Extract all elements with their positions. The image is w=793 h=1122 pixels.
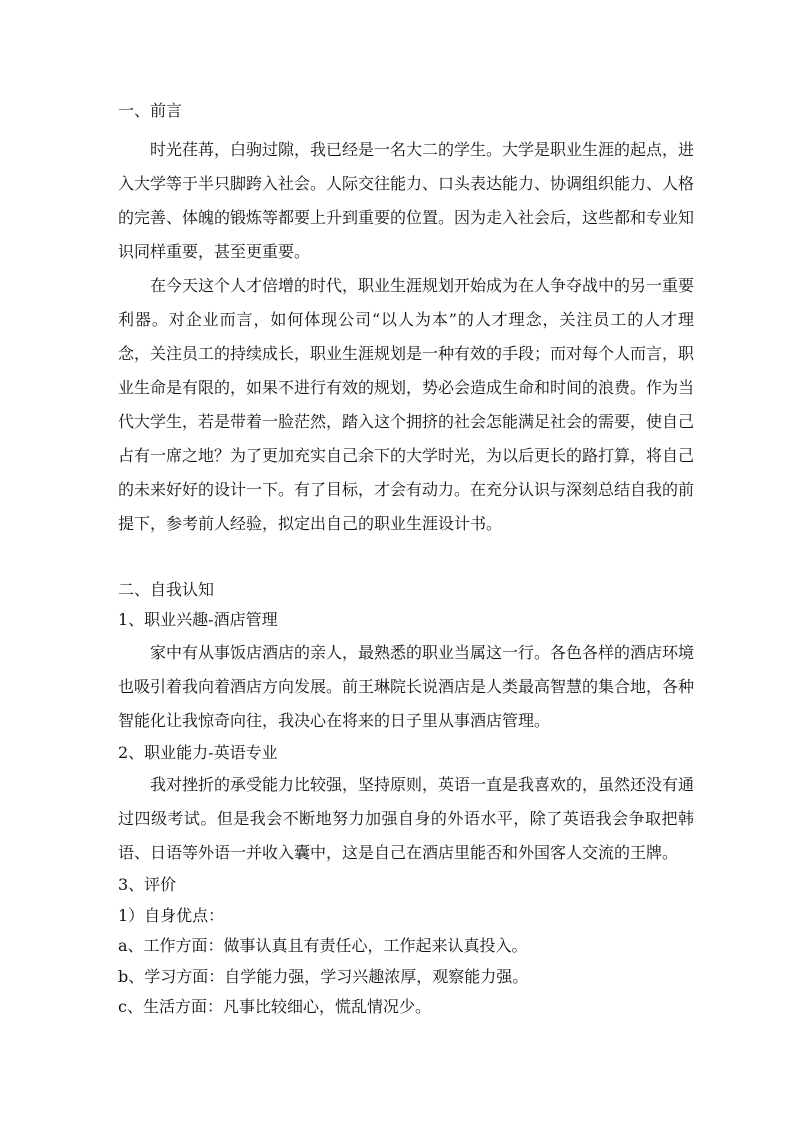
preface-heading: 一、前言 xyxy=(118,101,183,120)
evaluation-heading: 3、评价 xyxy=(118,875,177,894)
preface-paragraph-1: 时光荏苒，白驹过隙，我已经是一名大二的学生。大学是职业生涯的起点，进入大学等于半只脚跨入社会。人际交往能力、口头表达能力、协调组织能力、人格的完善、体魄的锻炼等都要上升到重要的位置。因为走入社会后，这些都和专业知识同样重要，甚至更重要。 xyxy=(118,139,695,261)
ability-paragraph: 我对挫折的承受能力比较强，坚持原则，英语一直是我喜欢的，虽然还没有通过四级考试。但是我会不断地努力加强自身的外语水平，除了英语我会争取把韩语、日语等外语一并收入囊中，这是自己在酒店里能否和外国客人交流的王牌。 xyxy=(118,775,695,862)
strength-item-work: a、工作方面：做事认真且有责任心，工作起来认真投入。 xyxy=(118,936,528,955)
strength-item-study: b、学习方面：自学能力强，学习兴趣浓厚，观察能力强。 xyxy=(118,966,529,986)
interest-heading: 1、职业兴趣-酒店管理 xyxy=(118,610,278,629)
section-gap xyxy=(118,541,694,575)
strength-item-life: c、生活方面：凡事比较细心，慌乱情况少。 xyxy=(118,997,431,1016)
ability-heading: 2、职业能力-英语专业 xyxy=(118,742,278,762)
self-knowledge-heading: 二、自我认知 xyxy=(118,579,215,599)
strengths-heading: 1）自身优点： xyxy=(118,905,225,925)
document-page xyxy=(118,96,694,1023)
interest-paragraph: 家中有从事饭店酒店的亲人，最熟悉的职业当属这一行。各色各样的酒店环境也吸引着我向着酒店方向发展。前王琳院长说酒店是人类最高智慧的集合地，各种智能化让我惊奇向往，我决心在将来的日子里从事酒店管理。 xyxy=(118,642,695,730)
preface-paragraph-2: 在今天这个人才倍增的时代，职业生涯规划开始成为在人争夺战中的另一重要利器。对企业而言，如何体现公司“以人为本”的人才理念，关注员工的人才理念，关注员工的持续成长，职业生涯规划是一种有效的手段；而对每个人而言，职业生命是有限的，如果不进行有效的规划，势必会造成生命和时间的浪费。作为当代大学生，若是带着一脸茫然，踏入这个拥挤的社会怎能满足社会的需要，使自己占有一席之地？为了更加充实自己余下的大学时光，为以后更长的路打算，将自己的未来好好的设计一下。有了目标，才会有动力。在充分认识与深刻总结自我的前提下，参考前人经验，拟定出自己的职业生涯设计书。 xyxy=(118,275,695,533)
